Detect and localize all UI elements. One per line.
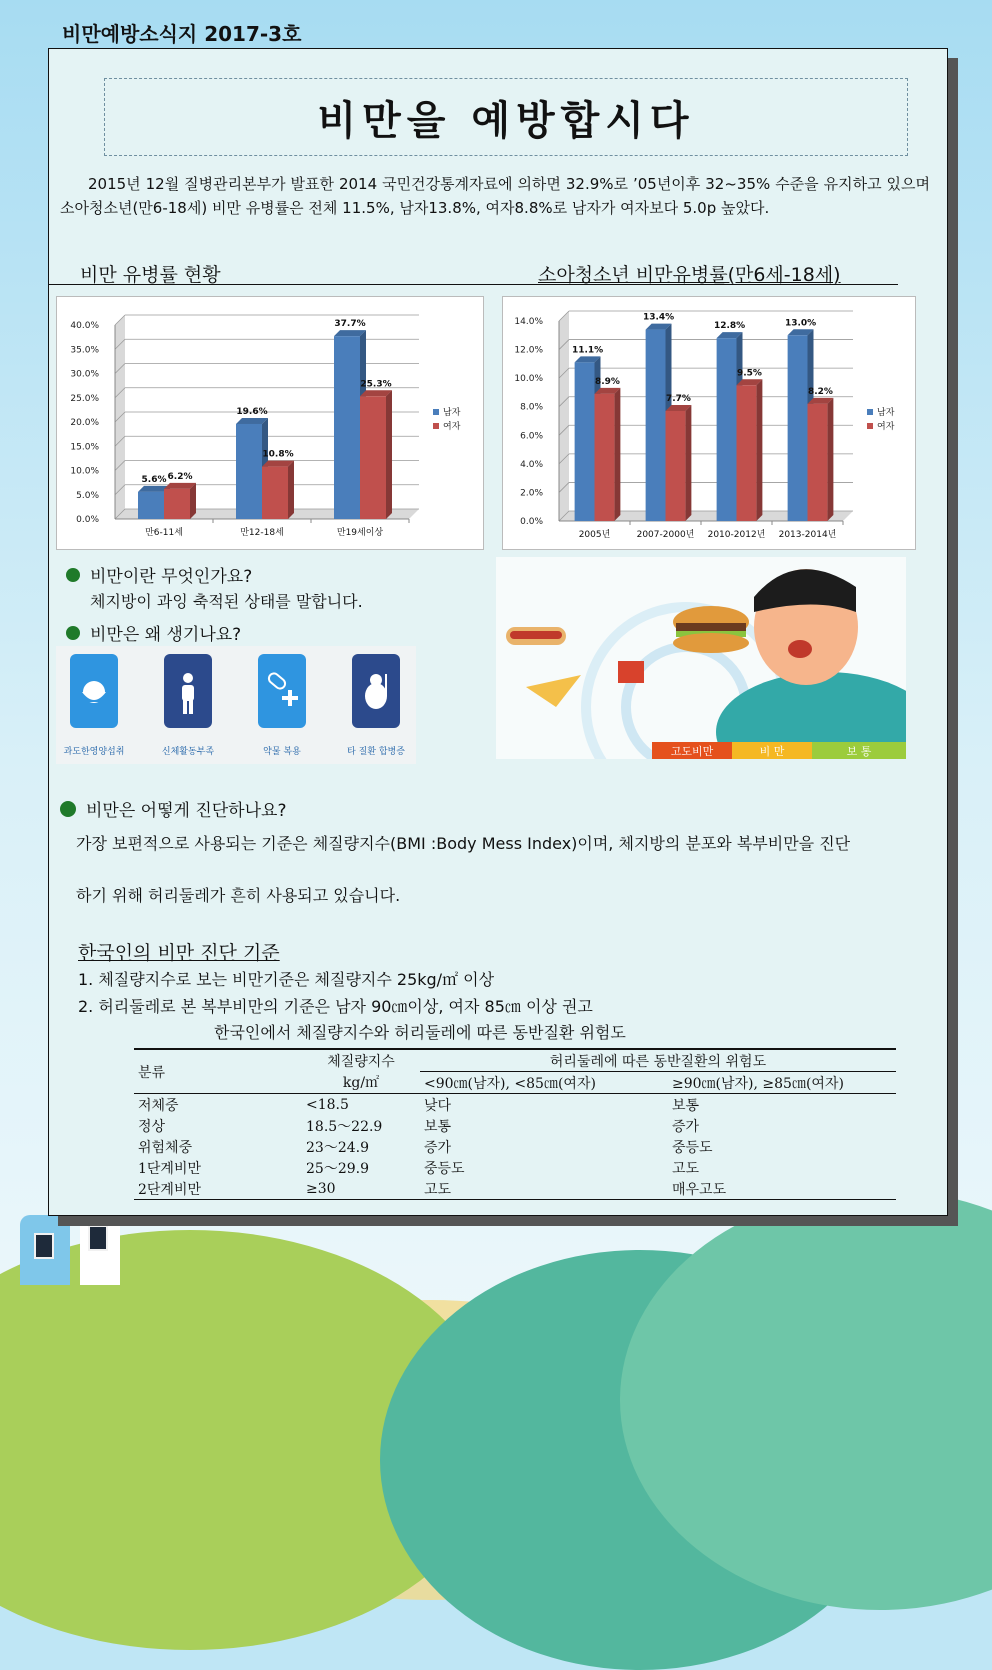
y-tick-label: 25.0% [70,393,99,404]
data-label: 9.5% [736,368,762,379]
section-title-prevalence: 비만 유병률 현황 [80,264,221,286]
scale-label-normal: 보 통 [846,745,872,758]
cause-label: 약물 복용 [263,747,301,757]
legend-swatch [433,409,439,415]
issue-label: 비만예방소식지 2017-3호 [62,22,302,46]
bar-male [138,492,164,519]
y-tick-label: 15.0% [70,442,99,453]
bar-side [614,388,620,521]
table-row [134,1157,896,1178]
y-tick-label: 2.0% [520,488,543,499]
background-house [80,1215,120,1285]
diagnosis-paragraph-cont: 하기 위해 허리둘레가 흔히 사용되고 있습니다. [76,886,401,905]
x-tick-label: 만12-18세 [240,528,284,538]
data-label: 12.8% [713,321,746,332]
legend-swatch [867,423,873,429]
cell-high: 매우고도 [672,1181,727,1198]
chart-age-group-svg [57,297,483,549]
cell-low: 중등도 [424,1160,465,1177]
background-house [20,1215,70,1285]
data-label: 25.3% [360,379,392,390]
boy-eating-burger-illustration [496,557,906,759]
bar-side [386,390,392,519]
obesity-illustration [496,557,906,759]
cell-high: 증가 [672,1118,700,1135]
bar-female [164,489,190,519]
data-label: 37.7% [334,319,366,330]
bar-male [236,424,262,519]
header-waist: 허리둘레에 따른 동반질환의 위험도 [420,1049,896,1072]
bullet-icon [66,568,80,582]
section-title-youth-prevalence: 소아청소년 비만유병률(만6세-18세) [538,264,841,286]
data-label: 6.2% [167,471,193,482]
chart-side-wall [559,311,569,521]
data-label: 13.4% [642,312,675,323]
risk-table [134,1048,896,1200]
header-class: 분류 [138,1064,166,1081]
data-label: 10.8% [262,449,294,460]
y-tick-label: 20.0% [70,418,99,428]
bar-female [808,404,828,521]
causes-icon-panel [56,646,416,764]
x-tick-label: 2013-2014년 [778,530,837,540]
cell-high: 고도 [672,1160,700,1177]
criteria-title: 한국인의 비만 진단 기준 [78,942,280,964]
table-caption: 한국인에서 체질량지수와 허리둘레에 따른 동반질환 위험도 [214,1023,626,1042]
x-tick-label: 2007-2000년 [636,530,695,540]
bar-side [288,461,294,519]
diagnosis-paragraph: 가장 보편적으로 사용되는 기준은 체질량지수(BMI :Body Mess Index)이며, 체지방의 분포와 복부비만을 진단 [76,834,851,853]
bar-female [262,467,288,519]
y-tick-label: 4.0% [520,459,543,470]
bar-female [666,411,686,521]
cell-class: 정상 [138,1118,166,1135]
legend-label: 남자 [877,408,895,418]
rice-bowl-icon [70,654,118,728]
house-window [88,1225,108,1251]
bar-side [190,483,196,519]
legend-swatch [867,409,873,415]
legend-label: 여자 [443,422,461,432]
bar-male [334,336,360,519]
bar-male [646,330,666,521]
scale-label-severe: 고도비만 [670,745,714,758]
cell-high: 보통 [672,1097,700,1114]
x-tick-label: 만6-11세 [145,528,183,538]
x-tick-label: 2005년 [578,530,611,540]
legend-label: 남자 [443,408,461,418]
question-text: 비만은 왜 생기나요? [90,625,242,645]
table-row [134,1178,896,1200]
intro-paragraph: 2015년 12월 질병관리본부가 발표한 2014 국민건강통계자료에 의하면 32.9%로 ’05년이후 32~35% 수준을 유지하고 있으며 소아청소년(만6-18세) 비만 유병률은 전체 11.5%, 남자13.8%, 여자8.8%로 남자가 여자보다 5.0p 높았다. [60,175,930,217]
y-tick-label: 30.0% [70,369,99,380]
answer-what-is-obesity: 체지방이 과잉 축적된 상태를 말합니다. [90,592,363,611]
y-tick-label: 5.0% [76,490,99,501]
y-tick-label: 10.0% [70,466,99,477]
bar-male [788,335,808,521]
bar-female [360,396,386,519]
bar-female [737,385,757,521]
data-label: 8.9% [594,376,620,387]
y-tick-label: 40.0% [70,321,99,331]
cell-low: 보통 [424,1118,452,1135]
table-row [134,1136,896,1157]
header-waist-high: ≥90㎝(남자), ≥85㎝(여자) [672,1075,844,1092]
cause-label: 신체활동부족 [161,747,215,757]
cell-low: 낮다 [424,1097,452,1114]
question-how-diagnose [60,796,286,821]
data-label: 11.1% [571,345,604,356]
cell-bmi: ≥30 [306,1180,336,1197]
y-tick-label: 10.0% [514,374,543,385]
y-tick-label: 0.0% [76,515,99,525]
table-row [134,1115,896,1136]
person-icon [164,654,212,728]
cell-low: 증가 [424,1139,452,1156]
criteria-item-bmi: 1. 체질량지수로 보는 비만기준은 체질량지수 25kg/㎡ 이상 [78,970,495,989]
data-label: 5.6% [141,474,167,485]
bar-male [575,362,595,521]
cause-label: 타 질환 합병증 [347,747,405,757]
legend-swatch [433,423,439,429]
cell-bmi: <18.5 [306,1096,349,1113]
header-waist-low: <90㎝(남자), <85㎝(여자) [424,1075,596,1092]
y-tick-label: 14.0% [514,317,543,327]
pill-icon [258,654,306,728]
chart-youth-year-svg [503,297,915,549]
cell-class: 1단계비만 [138,1160,202,1177]
cell-high: 중등도 [672,1139,713,1156]
cell-bmi: 25～29.9 [306,1160,369,1177]
bar-side [827,398,833,521]
x-tick-label: 2010-2012년 [707,530,766,540]
cell-class: 위험체중 [138,1139,193,1156]
cell-bmi: 18.5～22.9 [306,1118,383,1135]
cell-bmi: 23～24.9 [306,1139,369,1156]
page-title: 비만을 예방합시다 [317,97,695,144]
bar-female [595,394,615,521]
cell-class: 2단계비만 [138,1181,202,1198]
germ-icon [352,654,400,728]
bullet-icon [60,801,76,817]
y-tick-label: 8.0% [520,402,543,413]
bar-side [756,379,762,521]
cell-class: 저체중 [138,1097,179,1114]
legend-label: 여자 [877,422,895,432]
data-label: 19.6% [236,406,268,417]
x-tick-label: 만19세이상 [336,528,384,538]
bar-side [685,405,691,521]
data-label: 8.2% [807,386,833,397]
question-text: 비만은 어떻게 진단하나요? [86,801,287,821]
house-window [34,1233,54,1259]
question-what-is-obesity [66,562,252,587]
table-row [134,1094,896,1116]
y-tick-label: 35.0% [70,345,99,356]
question-why-obesity [66,620,241,645]
title-box [104,78,908,156]
bullet-icon [66,626,80,640]
section-divider [48,284,898,285]
scale-label-obese: 비 만 [759,745,785,758]
cause-label: 과도한영양섭취 [63,747,125,757]
y-tick-label: 6.0% [520,431,543,442]
cell-low: 고도 [424,1181,452,1198]
header-bmi: 체질량지수 [327,1053,395,1070]
bar-male [717,338,737,521]
data-label: 13.0% [784,318,817,329]
chart-youth-year [502,296,916,550]
y-tick-label: 12.0% [514,345,543,356]
criteria-item-waist: 2. 허리둘레로 본 복부비만의 기준은 남자 90㎝이상, 여자 85㎝ 이상 권고 [78,997,593,1016]
data-label: 7.7% [665,394,691,404]
chart-age-group [56,296,484,550]
header-bmi-unit: kg/㎡ [342,1075,380,1092]
y-tick-label: 0.0% [520,517,543,527]
question-text: 비만이란 무엇인가요? [90,567,253,587]
